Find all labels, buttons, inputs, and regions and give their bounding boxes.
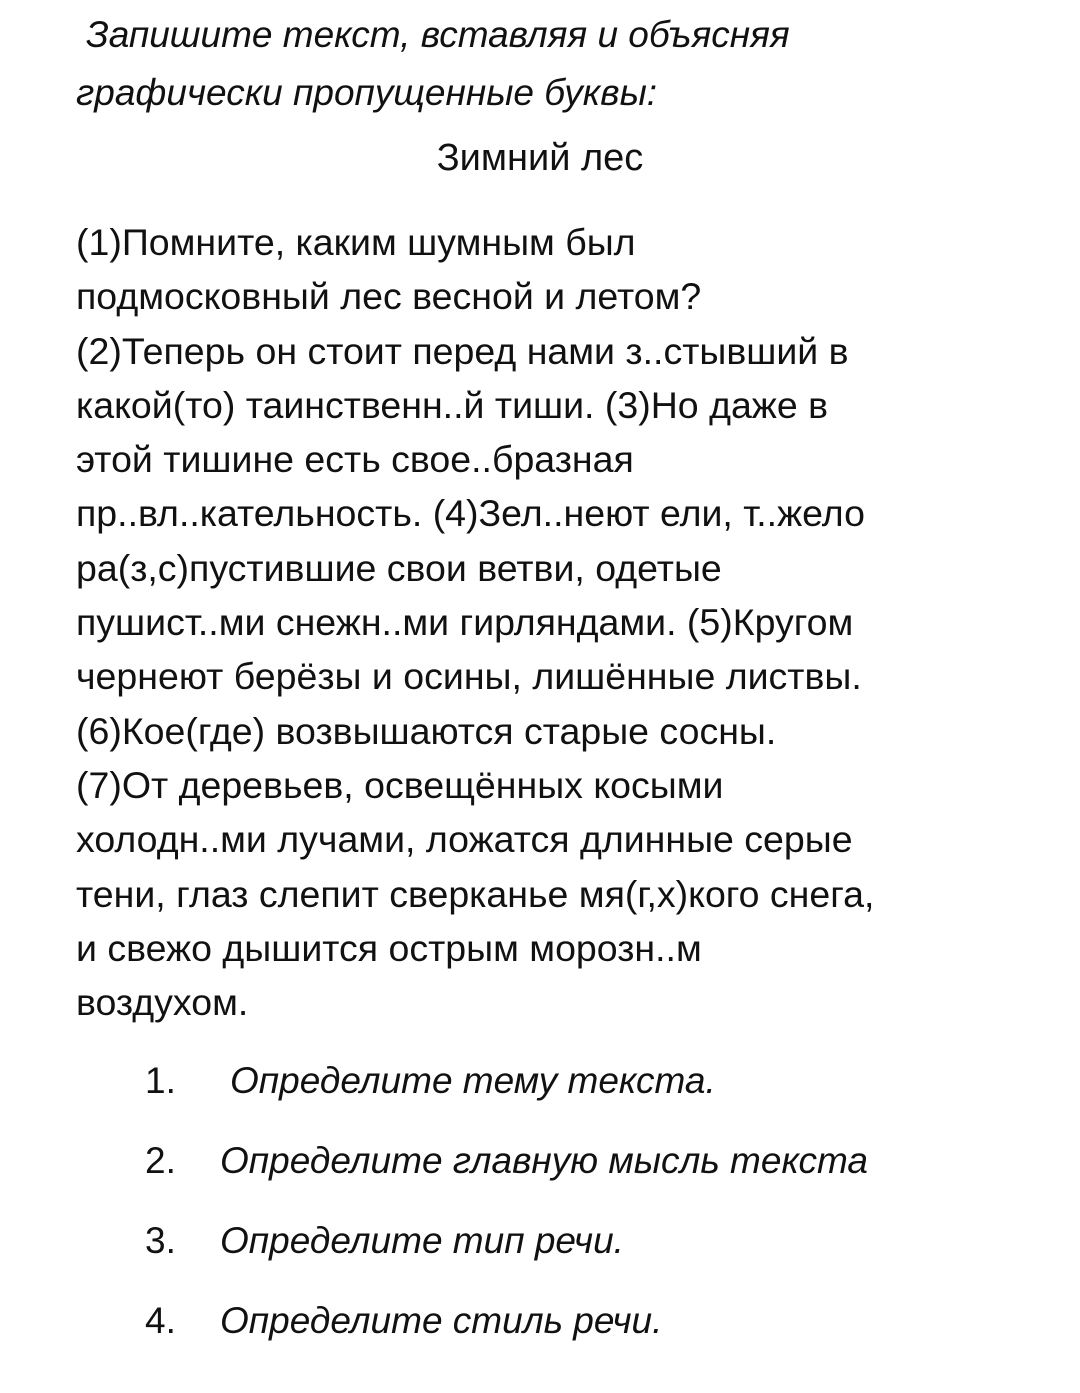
question-item	[0, 1212, 1080, 1292]
text-line: пр..вл..кательность. (4)Зел..неют ели, т..жело	[76, 492, 865, 535]
question-text: Определите тип речи.	[220, 1220, 624, 1261]
text-line: (2)Теперь он стоит перед нами з..стывший в	[76, 329, 849, 372]
text-line: какой(то) таинственн..й тиши. (3)Но даже в	[76, 383, 829, 426]
instruction-line: Запишите текст, вставляя и объясняя	[86, 14, 790, 55]
text-line: пушист..ми снежн..ми гирляндами. (5)Кругом	[76, 601, 854, 644]
question-text: Определите тему текста.	[230, 1060, 716, 1101]
exercise-text	[76, 215, 1056, 1029]
text-line: тени, глаз слепит сверканье мя(г,х)кого снега,	[76, 872, 875, 915]
text-line: воздухом.	[76, 981, 249, 1024]
text-line: ра(з,с)пустившие свои ветви, одетые	[76, 546, 722, 589]
text-line: (1)Помните, каким шумным был	[76, 221, 636, 263]
task-instruction	[76, 6, 1036, 122]
question-number: 1.	[145, 1060, 176, 1101]
text-line: (6)Кое(где) возвышаются старые сосны.	[76, 709, 777, 752]
text-line: и свежо дышится острым морозн..м	[76, 926, 702, 969]
question-item	[0, 1052, 1080, 1132]
question-number: 2.	[145, 1140, 176, 1181]
question-item	[0, 1132, 1080, 1212]
question-number: 3.	[145, 1220, 176, 1261]
question-item	[0, 1292, 1080, 1372]
question-number: 4.	[145, 1300, 176, 1341]
text-line: подмосковный лес весной и летом?	[76, 275, 702, 318]
text-line: этой тишине есть свое..бразная	[76, 438, 634, 481]
question-list	[0, 1052, 1080, 1372]
question-text: Определите стиль речи.	[220, 1300, 663, 1341]
text-line: чернеют берёзы и осины, лишённые листвы.	[76, 655, 862, 698]
question-text: Определите главную мысль текста	[220, 1140, 868, 1181]
instruction-line: графически пропущенные буквы:	[76, 72, 658, 113]
text-line: (7)От деревьев, освещённых косыми	[76, 763, 724, 806]
text-title: Зимний лес	[436, 137, 644, 179]
text-line: холодн..ми лучами, ложатся длинные серые	[76, 818, 853, 861]
